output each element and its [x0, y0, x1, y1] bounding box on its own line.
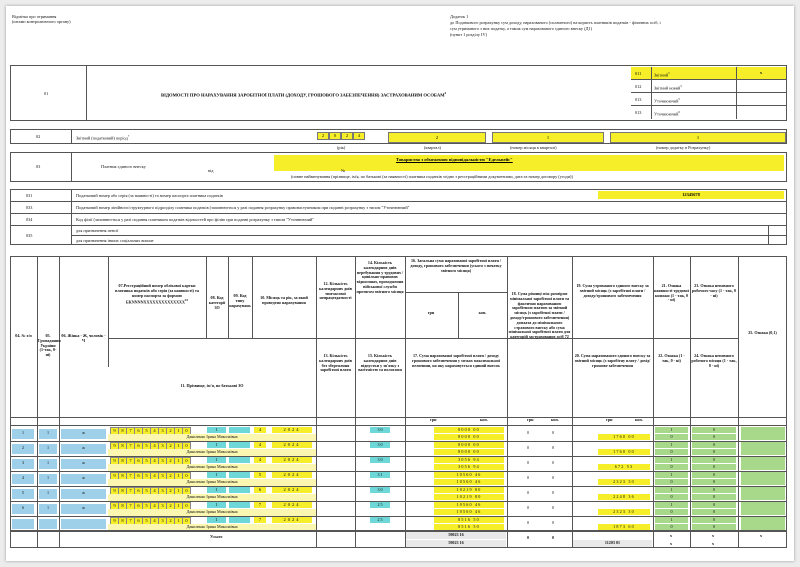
row-flag-23[interactable]: 0	[712, 472, 716, 477]
row-citizen[interactable]: 1	[46, 445, 50, 450]
row-flag-24[interactable]: 0	[712, 464, 716, 469]
row-contribution[interactable]: 1760 00	[613, 449, 635, 454]
rnokpp-digit[interactable]: 5	[142, 517, 151, 525]
sub-uah-19: грн	[606, 417, 613, 422]
row-workbook-flag[interactable]: 1	[670, 487, 673, 492]
rnokpp-digit[interactable]: 5	[142, 457, 151, 465]
row-difference-uah[interactable]: 0	[527, 430, 530, 435]
row-year[interactable]: 2024	[272, 517, 312, 523]
rnokpp-digit[interactable]: 3	[158, 457, 167, 465]
rnokpp-digit[interactable]: 2	[166, 472, 175, 480]
row-035-other: для призначення інших соціальних виплат	[76, 238, 154, 243]
type-013-code: 013	[635, 97, 642, 102]
company-name: Товариство з обмеженою відповідальністю "Едельвейс"	[396, 157, 513, 162]
appendix-caption-3: (пункт 1 розділу IV)	[450, 32, 488, 37]
rnokpp-digit[interactable]: 9	[110, 517, 119, 525]
row-difference-kop[interactable]: 0	[552, 445, 555, 450]
type-011-label: Звітний$^5$	[654, 71, 670, 78]
sub-uah-16: грн	[430, 417, 437, 422]
row-workbook-flag[interactable]: 1	[670, 502, 673, 507]
row-flag-23[interactable]: 0	[712, 427, 716, 432]
row-difference-uah[interactable]: 0	[527, 445, 530, 450]
sub-kop-16: коп.	[480, 417, 488, 422]
row-category[interactable]: 1	[207, 427, 226, 433]
row-contribution[interactable]: 2323 30	[613, 509, 635, 514]
row-034-number: 034	[26, 217, 33, 222]
row-number: 1	[21, 430, 25, 435]
rnokpp-digit[interactable]: 8	[118, 472, 127, 480]
row-031-label: Податковий номер або серія (за наявності) та номер паспорта платника податків	[76, 193, 223, 198]
row-charge-type[interactable]	[229, 457, 250, 463]
row-flag-22[interactable]: 0	[670, 479, 673, 484]
tax-number-input[interactable]: 12345678	[598, 191, 784, 199]
total-x-23: x	[712, 533, 715, 538]
col-05-header: 05. Громадянин України (1-так, 0-ні)	[38, 333, 61, 358]
total-20: 11203 01	[573, 540, 652, 547]
row-difference-kop[interactable]: 0	[552, 460, 555, 465]
appendix-number-input[interactable]: 1	[610, 132, 786, 143]
rnokpp-digit[interactable]: 8	[118, 517, 127, 525]
rnokpp-digit[interactable]: 1	[174, 427, 183, 435]
row-number: 4	[21, 475, 25, 480]
row-flag-23[interactable]: 0	[712, 442, 716, 447]
rnokpp-digit[interactable]: 9	[110, 427, 119, 435]
row-total-salary[interactable]: 8000 00	[458, 427, 480, 432]
year-caption: (рік)	[337, 145, 346, 150]
rnokpp-digit[interactable]: 4	[150, 472, 159, 480]
row-category[interactable]: 1	[207, 487, 226, 493]
type-011-code: 011	[635, 71, 642, 76]
row-charge-type[interactable]	[229, 472, 250, 478]
col-16-header: 16. Загальна сума нарахованої заробітної плати / доходу, грошового забезпечення (усього з початку звітного місяця)	[410, 258, 502, 273]
report-type-list	[631, 67, 786, 119]
row-year[interactable]: 2024	[272, 502, 312, 508]
row-flag-24[interactable]: 0	[712, 494, 716, 499]
row-total-salary[interactable]: 8516 50	[458, 517, 480, 522]
row-charge-type[interactable]	[229, 427, 250, 433]
rnokpp-digit[interactable]: 4	[150, 457, 159, 465]
row-capped-salary[interactable]: 8000 00	[458, 449, 480, 454]
rnokpp-digit[interactable]: 6	[134, 487, 143, 495]
row-category[interactable]: 1	[207, 472, 226, 478]
row-month[interactable]: 7	[254, 502, 266, 508]
rnokpp-digit[interactable]: 6	[134, 472, 143, 480]
total-18b: 0	[552, 535, 555, 540]
rnokpp-digit[interactable]: 6	[134, 442, 143, 450]
appendix-number-caption: (номер додатку в Розрахунку)	[656, 145, 711, 150]
row-year[interactable]: 2024	[272, 427, 312, 433]
rnokpp-digit[interactable]: 3	[158, 472, 167, 480]
rnokpp-digit[interactable]: 5	[142, 487, 151, 495]
type-012-code: 012	[635, 84, 642, 89]
col-17-header: 17. Сума нарахованої заробітної плати / доходу грошового забезпечення у межах максимальної величини, на яку нараховується єдиний внесок	[412, 353, 500, 368]
rnokpp-digit[interactable]: 1	[174, 502, 183, 510]
rnokpp-digit[interactable]: 0	[182, 517, 191, 525]
col-24-header: 24. Ознака неповного робочого місяця (1 - так, 0 - ні)	[691, 353, 737, 368]
row-035-pension: для призначення пенсії	[76, 228, 119, 233]
row-total-salary[interactable]: 8000 00	[458, 442, 480, 447]
rnokpp-digit[interactable]: 0	[182, 472, 191, 480]
type-011-mark[interactable]: x	[760, 70, 763, 75]
row-employee-name[interactable]: Даниленко Ірина Миколаївна	[186, 524, 238, 529]
row-flag-24[interactable]: 0	[712, 479, 716, 484]
row-workbook-flag[interactable]: 1	[670, 472, 673, 477]
row-month[interactable]: 6	[254, 487, 266, 493]
rnokpp-digit[interactable]: 8	[118, 502, 127, 510]
row-difference-kop[interactable]: 0	[552, 520, 555, 525]
rnokpp-digit[interactable]: 5	[142, 442, 151, 450]
total-x-25: x	[760, 533, 763, 538]
type-013b-code: 013	[635, 110, 642, 115]
col-23-header: 23. Ознака неповного робочого часу (1 - так, 0 - ні)	[691, 283, 736, 298]
table-row	[10, 472, 787, 487]
row-034-label: Код філії (заповнюється у разі подання платником податків відомостей про філію при поданні розрахунку з типом "Уточнюючий"	[76, 217, 315, 222]
row-category[interactable]: 1	[207, 442, 226, 448]
table-row	[10, 487, 787, 502]
month-caption: (номер місяця в кварталі)	[510, 145, 557, 150]
receipt-stamp-caption: (штамп контролюючого органу)	[12, 19, 71, 24]
type-012-label: Звітний новий$^5$	[654, 84, 682, 91]
rnokpp-digit[interactable]: 4	[150, 427, 159, 435]
col-04-header: 04. № з/п	[15, 333, 32, 338]
rnokpp-digit[interactable]: 9	[110, 502, 119, 510]
col-20-header: 20. Сума нарахованого єдиного внеску за звітний місяць (з заробітну плату / дохід/грошове забезпечення	[574, 353, 651, 368]
rnokpp-digit[interactable]: 6	[134, 427, 143, 435]
rnokpp-digit[interactable]: 4	[150, 442, 159, 450]
row-days-employed[interactable]: 2 5	[377, 502, 383, 507]
row-employee-name[interactable]: Даниленко Ірина Миколаївна	[186, 479, 238, 484]
table-row	[10, 427, 787, 442]
col-21-header: 21. Ознака наявності трудової книжки (1 - так, 0 - ні)	[654, 283, 689, 303]
rnokpp-digit[interactable]: 5	[142, 472, 151, 480]
row-total-salary[interactable]: 10560 46	[456, 472, 482, 477]
row-flag-22[interactable]: 0	[670, 464, 673, 469]
col-08-header: 08. Код категорії ЗО	[208, 295, 226, 310]
rnokpp-digit[interactable]: 7	[126, 517, 135, 525]
table-row	[10, 442, 787, 457]
rnokpp-digit[interactable]: 9	[110, 442, 119, 450]
rnokpp-digit[interactable]: 6	[134, 457, 143, 465]
rnokpp-digit[interactable]: 7	[126, 427, 135, 435]
row-difference-kop[interactable]: 0	[552, 430, 555, 435]
row-capped-salary[interactable]: 8000 00	[458, 434, 480, 439]
col-13-header: 13. Кількість календарних днів без збереження заробітної плати	[319, 353, 352, 373]
col-09-header: 09. Код типу нарахувань	[229, 293, 251, 308]
total-x-22: x	[670, 541, 673, 546]
rnokpp-digit[interactable]: 0	[182, 502, 191, 510]
row-035-number: 035	[26, 233, 33, 238]
row-citizen[interactable]: 1	[46, 460, 50, 465]
row-year[interactable]: 2024	[272, 487, 312, 493]
rnokpp-digit[interactable]: 7	[126, 502, 135, 510]
row-category[interactable]: 1	[207, 517, 226, 523]
row-number: 5	[21, 490, 25, 495]
row-flag-24[interactable]: 0	[712, 524, 716, 529]
row-employee-name[interactable]: Даниленко Ірина Миколаївна	[186, 509, 238, 514]
row-days-employed[interactable]: 3 0	[377, 457, 383, 462]
sub-kop-18: коп.	[551, 417, 559, 422]
rnokpp-digit[interactable]: 0	[182, 487, 191, 495]
quarter-caption: (квартал)	[424, 145, 441, 150]
row-difference-kop[interactable]: 0	[552, 505, 555, 510]
row-charge-type[interactable]	[229, 517, 250, 523]
row-flag-23[interactable]: 0	[712, 517, 716, 522]
row-total-salary[interactable]: 10219 80	[456, 487, 482, 492]
row-number: 6	[21, 505, 25, 510]
sub-uah-18: грн	[527, 417, 534, 422]
col-15-header: 15. Кількість календарних днів відпустки у зв'язку з вагітністю та пологами	[358, 353, 402, 373]
row-flag-23[interactable]: 0	[712, 502, 716, 507]
row-employee-name[interactable]: Даниленко Ірина Миколаївна	[186, 449, 238, 454]
row-citizen[interactable]: 1	[46, 490, 50, 495]
rnokpp-digit[interactable]: 1	[174, 472, 183, 480]
rnokpp-digit[interactable]: 0	[182, 457, 191, 465]
rnokpp-digit[interactable]: 9	[110, 457, 119, 465]
period-label: Звітний (податковий) період$^7$	[76, 134, 130, 141]
row-flag-23[interactable]: 0	[712, 487, 716, 492]
rnokpp-digit[interactable]: 4	[150, 502, 159, 510]
col-14-header: 14. Кількість календарних днів перебування у трудових / цивільно-правових відносинах, проходження військової служби протягом звітного місяця	[356, 260, 404, 294]
total-x-24: x	[712, 541, 715, 546]
row-workbook-flag[interactable]: 1	[670, 442, 673, 447]
company-caption: (повне найменування (прізвище, ім'я, по батькові (за наявності) платника податків згідно з реєстраційними документами, дата та номер договору (угоди))	[291, 174, 573, 179]
total-17: 59023 16	[406, 540, 506, 547]
row-year[interactable]: 2024	[272, 472, 312, 478]
row-charge-type[interactable]	[229, 487, 250, 493]
row-sex[interactable]: ж	[82, 490, 85, 495]
receipt-mark-label: Відмітка про отримання	[12, 14, 57, 19]
row-capped-salary[interactable]: 10219 80	[456, 494, 482, 499]
row-033-label: Податковий номер лінійного/структурного підрозділу платника податків (заповнюється у разі подання розрахунку правонаступником при поданні розрахунку з типом "Уточнюючий"	[76, 205, 410, 210]
sub-kop-19: коп.	[635, 417, 643, 422]
rnokpp-digit[interactable]: 5	[142, 502, 151, 510]
row-days-employed[interactable]: 3 0	[377, 442, 383, 447]
rnokpp-digit[interactable]: 2	[166, 517, 175, 525]
col-16-uah: грн	[427, 310, 435, 315]
rnokpp-digit[interactable]: 0	[182, 427, 191, 435]
rnokpp-digit[interactable]: 7	[126, 442, 135, 450]
row-sex[interactable]: ж	[82, 445, 85, 450]
rnokpp-digit[interactable]: 9	[110, 472, 119, 480]
row-capped-salary[interactable]: 3056 94	[458, 464, 480, 469]
col-18-header: 18. Сума різниці між розміром мінімальної заробітної плати та фактично нарахованою заробітною платою за звітний місяць (з заробітної плати / доходу/грошового забезпечення) доплата до мінімального страхового внеску або сума мінімальної заробітної плати для категорій застрахованих осіб 72	[508, 291, 571, 340]
rnokpp-digit[interactable]: 3	[158, 502, 167, 510]
section-01-number: 01	[44, 91, 49, 96]
row-contribution[interactable]: 1760 00	[613, 434, 635, 439]
row-days-employed[interactable]: 2 5	[377, 517, 383, 522]
from-label: від	[208, 168, 214, 173]
row-total-salary[interactable]: 10560 46	[456, 502, 482, 507]
rnokpp-digit[interactable]: 8	[118, 427, 127, 435]
row-flag-22[interactable]: 0	[670, 509, 673, 514]
totals-label: Усього	[210, 534, 223, 539]
row-difference-uah[interactable]: 0	[527, 475, 530, 480]
rnokpp-digit[interactable]: 2	[166, 442, 175, 450]
row-difference-kop[interactable]: 0	[552, 490, 555, 495]
rnokpp-digit[interactable]: 3	[158, 487, 167, 495]
row-contribution[interactable]: 2323 30	[613, 479, 635, 484]
row-031-number: 031	[26, 193, 33, 198]
row-days-employed[interactable]: 3 0	[377, 427, 383, 432]
month-input[interactable]: 1	[492, 132, 604, 143]
row-workbook-flag[interactable]: 1	[670, 457, 673, 462]
rnokpp-digit[interactable]: 7	[126, 457, 135, 465]
row-contribution[interactable]: 1873 60	[613, 524, 635, 529]
rnokpp-digit[interactable]: 7	[126, 487, 135, 495]
row-capped-salary[interactable]: 10560 46	[456, 479, 482, 484]
row-sex[interactable]: ж	[82, 505, 85, 510]
type-013b-label: Уточнюючий$^6$	[654, 110, 680, 117]
section-02-number: 02	[36, 134, 41, 139]
rnokpp-digit[interactable]: 5	[142, 427, 151, 435]
row-contribution[interactable]: 672 53	[614, 464, 634, 469]
col-16-kop: коп.	[478, 310, 487, 315]
table-row	[10, 457, 787, 472]
col-22-header: 22. Ознака (1 - так, 0 - ні)	[658, 353, 685, 363]
row-workbook-flag[interactable]: 1	[670, 517, 673, 522]
rnokpp-digit[interactable]: 0	[182, 442, 191, 450]
rnokpp-digit[interactable]: 8	[118, 457, 127, 465]
rnokpp-digit[interactable]: 3	[158, 517, 167, 525]
row-033-number: 033	[26, 205, 33, 210]
total-18a: 0	[527, 535, 530, 540]
row-citizen[interactable]: 1	[46, 430, 50, 435]
row-sex[interactable]: ж	[82, 430, 85, 435]
row-category[interactable]: 1	[207, 457, 226, 463]
col-06-header: 06. Жінка - Ж, чоловік - Ч	[61, 333, 106, 343]
quarter-input[interactable]: 2	[388, 132, 486, 143]
row-month[interactable]: 7	[254, 517, 266, 523]
row-year[interactable]: 2024	[272, 442, 312, 448]
row-contribution[interactable]: 2248 36	[613, 494, 635, 499]
col-12-header: 12. Кількість календарних днів тимчасової непрацездатності	[319, 281, 352, 301]
row-sex[interactable]: ж	[82, 475, 85, 480]
row-employee-name[interactable]: Даниленко Ірина Миколаївна	[186, 494, 238, 499]
type-013-label: Уточнюючий$^5$	[654, 97, 680, 104]
row-flag-24[interactable]: 0	[712, 509, 716, 514]
rnokpp-digit[interactable]: 4	[150, 517, 159, 525]
row-employee-name[interactable]: Даниленко Ірина Миколаївна	[186, 464, 238, 469]
rnokpp-digit[interactable]: 1	[174, 487, 183, 495]
row-month[interactable]: 4	[254, 427, 266, 433]
rnokpp-digit[interactable]: 6	[134, 502, 143, 510]
col-07-header: 07.Реєстраційний номер облікової картки платника податків або серія (за наявності) та номер паспорта за формою БКNNNNXXXXXXXXXXXXXX$^{10}$	[115, 283, 199, 305]
total-x-21: x	[670, 533, 673, 538]
row-month[interactable]: 4	[254, 442, 266, 448]
number-label: №	[341, 168, 346, 173]
appendix-number: Додаток 1	[450, 14, 469, 19]
row-difference-kop[interactable]: 0	[552, 475, 555, 480]
rnokpp-digit[interactable]: 6	[134, 517, 143, 525]
total-16: 59023 16	[406, 532, 506, 539]
row-number: 2	[21, 445, 25, 450]
company-name-field[interactable]	[274, 155, 784, 171]
row-difference-uah[interactable]: 0	[527, 520, 530, 525]
table-row	[10, 502, 787, 517]
rnokpp-digit[interactable]: 1	[174, 517, 183, 525]
row-month[interactable]: 5	[254, 472, 266, 478]
row-flag-22[interactable]: 0	[670, 524, 673, 529]
rnokpp-digit[interactable]: 4	[150, 487, 159, 495]
col-25-header: 25. Ознака (0,1)	[748, 330, 777, 335]
row-month[interactable]: 4	[254, 457, 266, 463]
row-days-employed[interactable]: 3 0	[377, 487, 383, 492]
row-category[interactable]: 1	[207, 502, 226, 508]
row-capped-salary[interactable]: 8516 50	[458, 524, 480, 529]
row-citizen[interactable]: 1	[46, 475, 50, 480]
section-03-number: 03	[36, 164, 41, 169]
rnokpp-digit[interactable]: 8	[118, 442, 127, 450]
row-charge-type[interactable]	[229, 442, 250, 448]
rnokpp-digit[interactable]: 1	[174, 442, 183, 450]
row-workbook-flag[interactable]: 1	[670, 427, 673, 432]
section-01-title: ВІДОМОСТІ ПРО НАРАХУВАННЯ ЗАРОБІТНОЇ ПЛАТИ (ДОХОДУ, ГРОШОВОГО ЗАБЕЗПЕЧЕННЯ) ЗАСТРАХОВАНИМ ОСОБАМ$^4$	[161, 91, 447, 98]
rnokpp-digit[interactable]: 3	[158, 427, 167, 435]
row-difference-uah[interactable]: 0	[527, 505, 530, 510]
rnokpp-digit[interactable]: 7	[126, 472, 135, 480]
employees-table	[10, 256, 787, 548]
row-difference-uah[interactable]: 0	[527, 460, 530, 465]
row-sex[interactable]: ж	[82, 460, 85, 465]
rnokpp-digit[interactable]: 3	[158, 442, 167, 450]
rnokpp-digit[interactable]: 9	[110, 487, 119, 495]
rnokpp-digit[interactable]: 2	[166, 487, 175, 495]
col-11-header: 11. Прізвище, ім'я, по батькові ЗО	[180, 383, 244, 388]
rnokpp-digit[interactable]: 2	[166, 457, 175, 465]
row-flag-24[interactable]: 0	[712, 434, 716, 439]
payer-label: Платник єдиного внеску	[101, 164, 146, 169]
declaration-sheet: Відмітка про отримання (штамп контролюючого органу) Додаток 1 до Податкового розрахунку сум доходу, нарахованого (сплаченого) на користь платників податків - фізичних осіб, і сум утриманого з них податку, а також сум нарахованого єдиного внеску (Д1) (пункт 1 розділу IV) 01 ВІДОМОСТІ ПРО НАРАХУВАННЯ ЗАРОБІТНОЇ ПЛАТИ (ДОХОДУ, ГРОШОВОГО ЗАБЕЗПЕЧЕННЯ) ЗАСТРАХОВАНИМ ОСОБАМ$^4$ 011 Звітний$^5$ x 012 Звітний новий$^5$ 013 Уточнюючий$^5$ 013 Уточнюючий$^6$ 02 Звітний (податковий) період$^7$ 2 0 2 4 (рік) 2 (квартал) 1 (номер місяця в кварталі) 1 (номер додатку в Розрахунку) 03 Платник єдиного внеску Товариство з обмеженою відповідальністю "Едельвейс" від № (повне найменування (прізвище, ім'я, по батькові (за наявності) платника податків згідно з реєстраційними документами, дата та номер договору (угоди)) 031 Податковий номер або серія (за наявності) та номер паспорта платника податків 12345678 033 Податковий номер лінійного/структурного підрозділу платника податків (заповнюється у разі подання розрахунку правонаступником при поданні розрахунку з типом "Уточнюючий" 034 Код філії (заповнюється у разі подання платником податків відомостей про філію при поданні розрахунку з типом "Уточнюючий" 035 для призначення пенсії для призначення інших соціальних виплат 04. № з/п 05. Громадянин України (1-так, 0-ні) 06. Жінка - Ж, чоловік - Ч 07.Реєстраційний номер облікової картки платника податків або серія (за наявності) та номер паспорта за формою БКNNNNXXXXXXXXXXXXXX$^{10}$ 08. Код категорії ЗО 09. Код типу нарахувань 10. Місяць та рік, за який проведено нарахування 11. Прізвище, ім'я, по батькові ЗО 12. Кількість календарних днів тимчасової непрацездатності 13. Кількість календарних днів без збереження заробітної плати 14. Кількість календарних днів перебування у трудових / цивільно-правових відносинах, проходження військової служби протягом звітного місяця 15. Кількість календарних днів відпустки у зв'язку з вагітністю та пологами 16. Загальна сума нарахованої заробітної плати / доходу, грошового забезпечення (усього з початку звітного місяця) грн коп. 17. Сума нарахованої заробітної плати / доходу грошового забезпечення у межах максимальної величини, на яку нараховується єдиний внесок 18. Сума різниці між розміром мінімальної заробітної плати та фактично нарахованою заробітною платою за звітний місяць (з заробітної плати / доходу/грошового забезпечення) доплата до мінімального страхового внеску або сума мінімальної заробітної плати для категорій застрахованих осіб 72 19. Сума утриманого єдиного внеску за звітний місяць (з заробітної плати / доходу/грошового забезпечення 20. Сума нарахованого єдиного внеску за звітний місяць (з заробітну плату / дохід/грошове забезпечення 21. Ознака наявності трудової книжки (1 - так, 0 - ні) 22. Ознака (1 - так, 0 - ні) 23. Ознака неповного робочого часу (1 - так, 0 - ні) 24. Ознака неповного робочого місяця (1 - так, 0 - ні) 25. Ознака (0,1) грн коп. грн коп. грн коп. 1 1 ж 9 8 7 6 5 4 3 2 1 0 1 4 2024 Даниленко Ірина Миколаївна 3 0 8000 00 8000 00 0 0 1760 00 1 0 0 0 2 1 ж 9 8 7 6 5 4 3 2 1 0 1 4 2024 Даниленко Ірина Миколаївна 3 0 8000 00 8000 00 0 0 1760 00 1 0 0 0 3 1 ж 9 8 7 6 5 4 3 2 1 0 1 4 2024 Даниленко Ірина Миколаївна 3 0 3056 94 3056 94 0 0 672 53 1 0 0 0 4 1 ж 9 8 7 6 5 4 3 2 1 0 1 5 2024 Даниленко Ірина Миколаївна 3 1 10560 46 10560 46 0 0 2323 30 1 0 0 0 5 1 ж 9 8 7 6 5 4 3 2 1 0 1 6 2024 Даниленко Ірина Миколаївна 3 0 10219 80 10219 80 0 0 2248 36 1 0 0 0 6 1 ж 9 8 7 6 5 4 3 2 1 0 1 7 2024 Даниленко Ірина Миколаївна 2 5 10560 46 10560 46 0 0 2323 30 1 0 0 0 9 8 7 6 5 4 3 2 1 0 1 7 2024 Даниленко Ірина Миколаївна 2 5 8516 50 8516 50 0 0 1873 60 1 0 0 0 Усього 59023 16 59023 16 0 0 11203 01 x x x x x	[6, 6, 794, 561]
row-year[interactable]: 2024	[272, 457, 312, 463]
row-flag-22[interactable]: 0	[670, 449, 673, 454]
row-charge-type[interactable]	[229, 502, 250, 508]
row-capped-salary[interactable]: 10560 46	[456, 509, 482, 514]
row-citizen[interactable]: 1	[46, 505, 50, 510]
row-flag-22[interactable]: 0	[670, 494, 673, 499]
rnokpp-digit[interactable]: 2	[166, 502, 175, 510]
col-19-header: 19. Сума утриманого єдиного внеску за звітний місяць (з заробітної плати / доходу/грошового забезпечення	[576, 283, 649, 298]
appendix-caption-1: до Податкового розрахунку сум доходу, нарахованого (сплаченого) на користь платників податків - фізичних осіб, і	[450, 20, 661, 25]
col-10-header: 10. Місяць та рік, за який проведено нарахування	[260, 295, 308, 305]
rnokpp-digit[interactable]: 1	[174, 457, 183, 465]
row-employee-name[interactable]: Даниленко Ірина Миколаївна	[186, 434, 238, 439]
row-days-employed[interactable]: 3 1	[377, 472, 383, 477]
rnokpp-digit[interactable]: 2	[166, 427, 175, 435]
appendix-caption-2: сум утриманого з них податку, а також сум нарахованого єдиного внеску (Д1)	[450, 26, 593, 31]
rnokpp-digit[interactable]: 8	[118, 487, 127, 495]
row-flag-24[interactable]: 0	[712, 449, 716, 454]
row-number: 3	[21, 460, 25, 465]
row-flag-23[interactable]: 0	[712, 457, 716, 462]
row-difference-uah[interactable]: 0	[527, 490, 530, 495]
row-total-salary[interactable]: 3056 94	[458, 457, 480, 462]
row-flag-22[interactable]: 0	[670, 434, 673, 439]
